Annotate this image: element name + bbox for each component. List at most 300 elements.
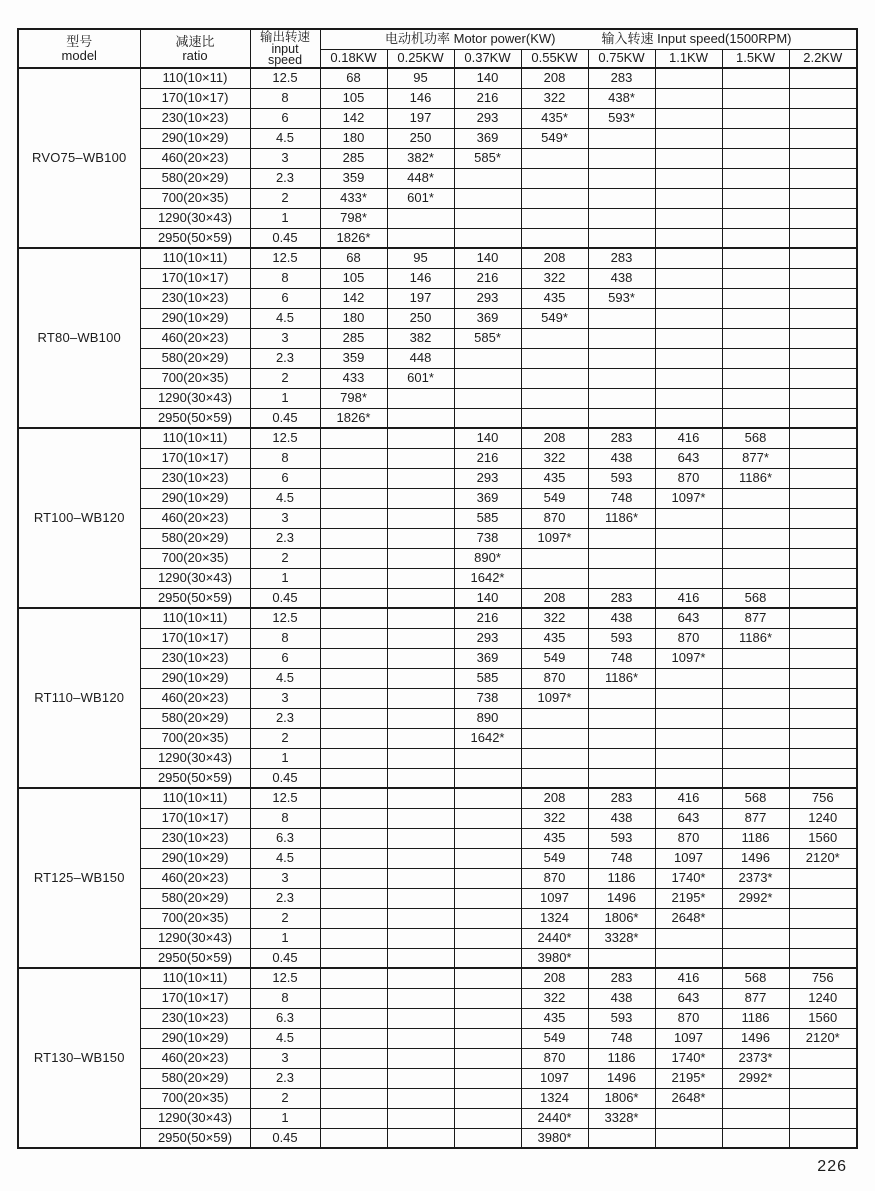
input-speed-value-cell: 585* bbox=[454, 148, 521, 168]
input-speed-value-cell: 1186 bbox=[722, 1008, 789, 1028]
input-speed-value-cell bbox=[722, 268, 789, 288]
input-speed-value-cell: 448* bbox=[387, 168, 454, 188]
input-speed-value-cell bbox=[454, 1008, 521, 1028]
input-speed-value-cell: 1806* bbox=[588, 1088, 655, 1108]
input-speed-value-cell bbox=[320, 608, 387, 628]
table-row bbox=[18, 588, 857, 608]
output-speed-cell: 4.5 bbox=[250, 488, 320, 508]
column-header-model bbox=[18, 29, 140, 68]
ratio-cell: 2950(50×59) bbox=[140, 408, 250, 428]
input-speed-value-cell: 643 bbox=[655, 608, 722, 628]
input-speed-value-cell bbox=[789, 548, 857, 568]
input-speed-value-cell: 643 bbox=[655, 448, 722, 468]
output-speed-cell: 2 bbox=[250, 368, 320, 388]
input-speed-value-cell bbox=[655, 1108, 722, 1128]
input-speed-value-cell: 216 bbox=[454, 448, 521, 468]
output-speed-cell: 0.45 bbox=[250, 1128, 320, 1148]
input-speed-value-cell bbox=[655, 768, 722, 788]
table-row bbox=[18, 1108, 857, 1128]
input-speed-value-cell: 1642* bbox=[454, 568, 521, 588]
input-speed-value-cell: 756 bbox=[789, 968, 857, 988]
output-speed-cell: 4.5 bbox=[250, 308, 320, 328]
input-speed-value-cell bbox=[387, 208, 454, 228]
input-speed-value-cell: 2648* bbox=[655, 908, 722, 928]
input-speed-value-cell bbox=[320, 468, 387, 488]
input-speed-value-cell bbox=[320, 848, 387, 868]
input-speed-value-cell: 416 bbox=[655, 428, 722, 448]
input-speed-value-cell: 216 bbox=[454, 88, 521, 108]
input-speed-value-cell: 2440* bbox=[521, 928, 588, 948]
output-speed-cell: 6 bbox=[250, 648, 320, 668]
ratio-cell: 110(10×11) bbox=[140, 968, 250, 988]
output-speed-cell: 6 bbox=[250, 288, 320, 308]
input-speed-value-cell bbox=[722, 728, 789, 748]
input-speed-value-cell: 1186 bbox=[588, 868, 655, 888]
input-speed-value-cell: 250 bbox=[387, 128, 454, 148]
input-speed-value-cell: 1740* bbox=[655, 1048, 722, 1068]
input-speed-value-cell bbox=[454, 388, 521, 408]
input-speed-value-cell bbox=[789, 708, 857, 728]
input-speed-value-cell bbox=[789, 328, 857, 348]
output-speed-cell: 8 bbox=[250, 628, 320, 648]
output-speed-cell: 6.3 bbox=[250, 1008, 320, 1028]
input-speed-value-cell: 1496 bbox=[722, 1028, 789, 1048]
input-speed-value-cell: 2648* bbox=[655, 1088, 722, 1108]
input-speed-value-cell: 293 bbox=[454, 628, 521, 648]
input-speed-value-cell: 250 bbox=[387, 308, 454, 328]
output-speed-cell: 4.5 bbox=[250, 1028, 320, 1048]
output-speed-cell: 4.5 bbox=[250, 668, 320, 688]
input-speed-value-cell bbox=[722, 208, 789, 228]
input-speed-value-cell bbox=[387, 728, 454, 748]
input-speed-value-cell: 140 bbox=[454, 248, 521, 268]
output-speed-cell: 0.45 bbox=[250, 588, 320, 608]
ratio-cell: 110(10×11) bbox=[140, 248, 250, 268]
input-speed-value-cell bbox=[454, 828, 521, 848]
input-speed-value-cell bbox=[454, 988, 521, 1008]
ratio-cell: 1290(30×43) bbox=[140, 1108, 250, 1128]
input-speed-value-cell bbox=[789, 1128, 857, 1148]
input-speed-value-cell: 1496 bbox=[588, 888, 655, 908]
input-speed-value-cell: 601* bbox=[387, 188, 454, 208]
input-speed-value-cell: 438 bbox=[588, 808, 655, 828]
table-row bbox=[18, 1028, 857, 1048]
input-speed-value-cell bbox=[655, 688, 722, 708]
input-speed-value-cell: 435 bbox=[521, 468, 588, 488]
input-speed-value-cell bbox=[387, 648, 454, 668]
input-speed-value-cell bbox=[789, 308, 857, 328]
output-speed-cell: 0.45 bbox=[250, 408, 320, 428]
input-speed-value-cell bbox=[655, 228, 722, 248]
input-speed-value-cell bbox=[655, 728, 722, 748]
ratio-cell: 460(20×23) bbox=[140, 1048, 250, 1068]
input-speed-value-cell: 568 bbox=[722, 968, 789, 988]
input-speed-value-cell: 643 bbox=[655, 808, 722, 828]
table-row bbox=[18, 248, 857, 268]
table-row bbox=[18, 448, 857, 468]
input-speed-value-cell bbox=[454, 188, 521, 208]
input-speed-value-cell: 756 bbox=[789, 788, 857, 808]
input-speed-value-cell bbox=[521, 228, 588, 248]
output-speed-cell: 12.5 bbox=[250, 968, 320, 988]
input-speed-value-cell bbox=[387, 468, 454, 488]
ratio-cell: 170(10×17) bbox=[140, 628, 250, 648]
input-speed-value-cell bbox=[655, 568, 722, 588]
table-row bbox=[18, 148, 857, 168]
ratio-cell: 290(10×29) bbox=[140, 128, 250, 148]
output-speed-cell: 1 bbox=[250, 1108, 320, 1128]
input-speed-value-cell bbox=[655, 208, 722, 228]
input-speed-value-cell bbox=[722, 168, 789, 188]
input-speed-value-cell: 146 bbox=[387, 268, 454, 288]
input-speed-value-cell bbox=[722, 908, 789, 928]
input-speed-value-cell: 3328* bbox=[588, 928, 655, 948]
input-speed-value-cell bbox=[320, 568, 387, 588]
input-speed-value-cell bbox=[387, 1128, 454, 1148]
ratio-cell: 700(20×35) bbox=[140, 908, 250, 928]
input-speed-value-cell bbox=[655, 528, 722, 548]
input-speed-value-cell bbox=[454, 228, 521, 248]
input-speed-value-cell bbox=[387, 588, 454, 608]
input-speed-value-cell: 870 bbox=[521, 668, 588, 688]
ratio-cell: 110(10×11) bbox=[140, 68, 250, 88]
table-row bbox=[18, 68, 857, 88]
ratio-cell: 110(10×11) bbox=[140, 608, 250, 628]
table-row bbox=[18, 988, 857, 1008]
model-cell: RT130–WB150 bbox=[18, 968, 140, 1148]
input-speed-value-cell bbox=[454, 1028, 521, 1048]
model-cell: RT125–WB150 bbox=[18, 788, 140, 968]
input-speed-value-cell bbox=[454, 808, 521, 828]
output-speed-cell: 6.3 bbox=[250, 828, 320, 848]
input-speed-value-cell bbox=[521, 188, 588, 208]
ratio-cell: 2950(50×59) bbox=[140, 588, 250, 608]
input-speed-value-cell: 549* bbox=[521, 128, 588, 148]
input-speed-value-cell: 140 bbox=[454, 428, 521, 448]
output-speed-cell: 1 bbox=[250, 748, 320, 768]
input-speed-value-cell bbox=[454, 948, 521, 968]
input-speed-value-cell bbox=[387, 1088, 454, 1108]
input-speed-value-cell bbox=[655, 708, 722, 728]
input-speed-value-cell: 2120* bbox=[789, 1028, 857, 1048]
input-speed-value-cell bbox=[722, 408, 789, 428]
input-speed-value-cell: 3980* bbox=[521, 1128, 588, 1148]
input-speed-value-cell bbox=[722, 528, 789, 548]
output-speed-cell: 3 bbox=[250, 328, 320, 348]
ratio-cell: 1290(30×43) bbox=[140, 568, 250, 588]
kw-column-header: 1.1KW bbox=[655, 49, 722, 68]
table-row bbox=[18, 568, 857, 588]
input-speed-value-cell bbox=[722, 708, 789, 728]
input-speed-value-cell: 283 bbox=[588, 68, 655, 88]
input-speed-value-cell: 197 bbox=[387, 108, 454, 128]
input-speed-value-cell bbox=[387, 868, 454, 888]
ratio-cell: 290(10×29) bbox=[140, 668, 250, 688]
input-speed-value-cell bbox=[521, 728, 588, 748]
input-speed-value-cell: 180 bbox=[320, 128, 387, 148]
output-speed-cell: 2 bbox=[250, 908, 320, 928]
input-speed-value-cell bbox=[387, 1108, 454, 1128]
input-speed-value-cell bbox=[722, 508, 789, 528]
model-header-zh: 型号 bbox=[66, 34, 93, 49]
input-speed-value-cell bbox=[588, 748, 655, 768]
table-row bbox=[18, 548, 857, 568]
input-speed-value-cell: 1806* bbox=[588, 908, 655, 928]
output-speed-cell: 1 bbox=[250, 208, 320, 228]
input-speed-value-cell bbox=[655, 348, 722, 368]
input-speed-value-cell: 748 bbox=[588, 848, 655, 868]
table-row bbox=[18, 868, 857, 888]
input-speed-value-cell bbox=[722, 188, 789, 208]
output-speed-cell: 1 bbox=[250, 568, 320, 588]
output-speed-cell: 0.45 bbox=[250, 228, 320, 248]
input-speed-value-cell: 95 bbox=[387, 68, 454, 88]
output-speed-cell: 2.3 bbox=[250, 348, 320, 368]
input-speed-value-cell bbox=[722, 108, 789, 128]
input-speed-value-cell bbox=[521, 548, 588, 568]
input-speed-value-cell: 322 bbox=[521, 988, 588, 1008]
table-row bbox=[18, 268, 857, 288]
input-speed-value-cell bbox=[655, 368, 722, 388]
input-speed-value-cell bbox=[655, 948, 722, 968]
input-speed-value-cell bbox=[320, 428, 387, 448]
input-speed-value-cell bbox=[722, 88, 789, 108]
ratio-cell: 460(20×23) bbox=[140, 328, 250, 348]
input-speed-value-cell bbox=[320, 808, 387, 828]
input-speed-value-cell: 593* bbox=[588, 108, 655, 128]
input-speed-value-cell bbox=[722, 68, 789, 88]
kw-column-header: 0.75KW bbox=[588, 49, 655, 68]
input-speed-value-cell bbox=[521, 408, 588, 428]
input-speed-value-cell: 870 bbox=[655, 1008, 722, 1028]
input-speed-value-cell bbox=[387, 608, 454, 628]
input-speed-value-cell: 2992* bbox=[722, 1068, 789, 1088]
input-speed-value-cell: 890 bbox=[454, 708, 521, 728]
input-speed-value-cell: 585* bbox=[454, 328, 521, 348]
input-speed-value-cell bbox=[655, 1128, 722, 1148]
input-speed-value-cell: 870 bbox=[655, 828, 722, 848]
input-speed-value-cell: 2195* bbox=[655, 888, 722, 908]
output-speed-cell: 3 bbox=[250, 508, 320, 528]
input-speed-value-cell: 208 bbox=[521, 248, 588, 268]
input-speed-value-cell bbox=[789, 768, 857, 788]
input-speed-value-cell bbox=[655, 508, 722, 528]
input-speed-value-cell bbox=[655, 548, 722, 568]
input-speed-value-cell: 208 bbox=[521, 968, 588, 988]
input-speed-value-cell bbox=[454, 968, 521, 988]
input-speed-value-cell bbox=[655, 168, 722, 188]
input-speed-value-cell: 435 bbox=[521, 288, 588, 308]
input-speed-value-cell bbox=[722, 568, 789, 588]
table-row bbox=[18, 1008, 857, 1028]
output-speed-cell: 0.45 bbox=[250, 768, 320, 788]
input-speed-value-cell: 433 bbox=[320, 368, 387, 388]
ratio-header-en: ratio bbox=[182, 48, 208, 63]
input-speed-value-cell: 1496 bbox=[722, 848, 789, 868]
input-speed-value-cell: 1186* bbox=[722, 628, 789, 648]
input-speed-value-cell: 870 bbox=[655, 468, 722, 488]
input-speed-value-cell bbox=[387, 748, 454, 768]
input-speed-value-cell: 369 bbox=[454, 128, 521, 148]
input-speed-value-cell: 283 bbox=[588, 588, 655, 608]
output-speed-cell: 0.45 bbox=[250, 948, 320, 968]
input-speed-value-cell bbox=[387, 228, 454, 248]
input-speed-value-cell bbox=[722, 748, 789, 768]
input-speed-value-cell bbox=[655, 108, 722, 128]
input-speed-value-cell: 416 bbox=[655, 788, 722, 808]
input-speed-value-cell bbox=[454, 788, 521, 808]
input-speed-value-cell: 1186* bbox=[588, 508, 655, 528]
input-speed-value-cell bbox=[454, 368, 521, 388]
input-speed-value-cell: 1642* bbox=[454, 728, 521, 748]
input-speed-value-cell: 1240 bbox=[789, 988, 857, 1008]
ratio-cell: 170(10×17) bbox=[140, 268, 250, 288]
kw-column-header: 0.25KW bbox=[387, 49, 454, 68]
ratio-cell: 230(10×23) bbox=[140, 1008, 250, 1028]
input-speed-value-cell: 549 bbox=[521, 1028, 588, 1048]
input-speed-value-cell bbox=[655, 308, 722, 328]
input-speed-value-cell bbox=[521, 748, 588, 768]
input-speed-value-cell bbox=[320, 1088, 387, 1108]
input-speed-value-cell bbox=[387, 408, 454, 428]
input-speed-value-cell: 2195* bbox=[655, 1068, 722, 1088]
ratio-cell: 2950(50×59) bbox=[140, 948, 250, 968]
table-row bbox=[18, 1088, 857, 1108]
output-speed-cell: 6 bbox=[250, 468, 320, 488]
input-speed-value-cell: 146 bbox=[387, 88, 454, 108]
ratio-cell: 460(20×23) bbox=[140, 688, 250, 708]
input-speed-value-cell bbox=[588, 528, 655, 548]
ratio-cell: 230(10×23) bbox=[140, 288, 250, 308]
input-speed-value-cell bbox=[320, 548, 387, 568]
ratio-cell: 290(10×29) bbox=[140, 308, 250, 328]
input-speed-value-cell bbox=[387, 808, 454, 828]
ratio-cell: 460(20×23) bbox=[140, 508, 250, 528]
input-speed-value-cell: 197 bbox=[387, 288, 454, 308]
input-speed-value-cell: 2440* bbox=[521, 1108, 588, 1128]
input-speed-value-cell bbox=[722, 128, 789, 148]
output-speed-cell: 4.5 bbox=[250, 128, 320, 148]
ratio-cell: 1290(30×43) bbox=[140, 928, 250, 948]
input-speed-value-cell: 2373* bbox=[722, 868, 789, 888]
table-row bbox=[18, 288, 857, 308]
ratio-cell: 110(10×11) bbox=[140, 428, 250, 448]
input-speed-value-cell bbox=[789, 1068, 857, 1088]
input-speed-value-cell bbox=[454, 208, 521, 228]
table-row bbox=[18, 1048, 857, 1068]
output-speed-cell: 8 bbox=[250, 88, 320, 108]
input-speed-value-cell bbox=[789, 948, 857, 968]
kw-column-header: 0.18KW bbox=[320, 49, 387, 68]
input-speed-value-cell: 870 bbox=[521, 508, 588, 528]
input-speed-value-cell: 435 bbox=[521, 628, 588, 648]
input-speed-value-cell: 95 bbox=[387, 248, 454, 268]
output-speed-cell: 8 bbox=[250, 988, 320, 1008]
input-speed-value-cell: 748 bbox=[588, 1028, 655, 1048]
input-speed-value-cell bbox=[454, 1068, 521, 1088]
kw-column-header: 0.55KW bbox=[521, 49, 588, 68]
input-speed-value-cell bbox=[655, 128, 722, 148]
input-speed-value-cell bbox=[789, 648, 857, 668]
input-speed-value-cell bbox=[722, 348, 789, 368]
table-row bbox=[18, 968, 857, 988]
input-speed-value-cell: 870 bbox=[521, 868, 588, 888]
input-speed-value-cell bbox=[320, 628, 387, 648]
table-row bbox=[18, 208, 857, 228]
input-speed-value-cell bbox=[789, 68, 857, 88]
ratio-cell: 1290(30×43) bbox=[140, 208, 250, 228]
input-speed-value-cell bbox=[789, 568, 857, 588]
input-speed-value-cell bbox=[789, 168, 857, 188]
model-cell: RT80–WB100 bbox=[18, 248, 140, 428]
input-speed-value-cell bbox=[588, 568, 655, 588]
input-speed-value-cell bbox=[789, 148, 857, 168]
input-speed-value-cell bbox=[789, 388, 857, 408]
input-speed-value-cell bbox=[320, 728, 387, 748]
input-speed-value-cell bbox=[655, 148, 722, 168]
input-speed-value-cell bbox=[387, 1008, 454, 1028]
table-row bbox=[18, 408, 857, 428]
input-speed-value-cell: 382 bbox=[387, 328, 454, 348]
output-speed-cell: 6 bbox=[250, 108, 320, 128]
table-row bbox=[18, 188, 857, 208]
input-speed-value-cell bbox=[320, 508, 387, 528]
input-speed-value-cell: 549* bbox=[521, 308, 588, 328]
input-speed-value-cell: 1097 bbox=[521, 1068, 588, 1088]
input-speed-value-cell: 322 bbox=[521, 268, 588, 288]
input-speed-value-cell: 568 bbox=[722, 588, 789, 608]
ratio-cell: 110(10×11) bbox=[140, 788, 250, 808]
input-speed-value-cell bbox=[789, 508, 857, 528]
input-speed-value-cell bbox=[789, 88, 857, 108]
input-speed-value-cell bbox=[320, 908, 387, 928]
column-header-output-speed bbox=[250, 29, 320, 68]
input-speed-value-cell: 435 bbox=[521, 1008, 588, 1028]
input-speed-value-cell bbox=[320, 968, 387, 988]
input-speed-value-cell bbox=[588, 368, 655, 388]
input-speed-value-cell bbox=[655, 288, 722, 308]
output-speed-cell: 3 bbox=[250, 1048, 320, 1068]
input-speed-value-cell: 285 bbox=[320, 148, 387, 168]
input-speed-value-cell: 283 bbox=[588, 248, 655, 268]
table-row bbox=[18, 748, 857, 768]
table-row bbox=[18, 688, 857, 708]
input-speed-value-cell bbox=[387, 388, 454, 408]
ratio-cell: 700(20×35) bbox=[140, 548, 250, 568]
input-speed-value-cell bbox=[588, 308, 655, 328]
input-speed-value-cell bbox=[454, 348, 521, 368]
output-speed-cell: 2 bbox=[250, 188, 320, 208]
input-speed-value-cell bbox=[320, 1028, 387, 1048]
input-speed-value-cell bbox=[320, 788, 387, 808]
input-speed-value-cell bbox=[387, 548, 454, 568]
input-speed-value-cell bbox=[387, 1048, 454, 1068]
input-speed-value-cell: 798* bbox=[320, 208, 387, 228]
input-speed-value-cell: 870 bbox=[655, 628, 722, 648]
input-speed-value-cell: 877 bbox=[722, 808, 789, 828]
input-speed-value-cell bbox=[588, 768, 655, 788]
input-speed-value-cell bbox=[387, 448, 454, 468]
input-speed-value-cell bbox=[722, 488, 789, 508]
input-speed-value-cell: 748 bbox=[588, 488, 655, 508]
kw-column-header: 1.5KW bbox=[722, 49, 789, 68]
input-speed-value-cell bbox=[789, 928, 857, 948]
input-speed-value-cell bbox=[454, 408, 521, 428]
table-row bbox=[18, 328, 857, 348]
speed-header-zh: 输出转速 bbox=[259, 30, 310, 44]
input-speed-value-cell: 1186* bbox=[722, 468, 789, 488]
input-speed-value-cell bbox=[789, 588, 857, 608]
